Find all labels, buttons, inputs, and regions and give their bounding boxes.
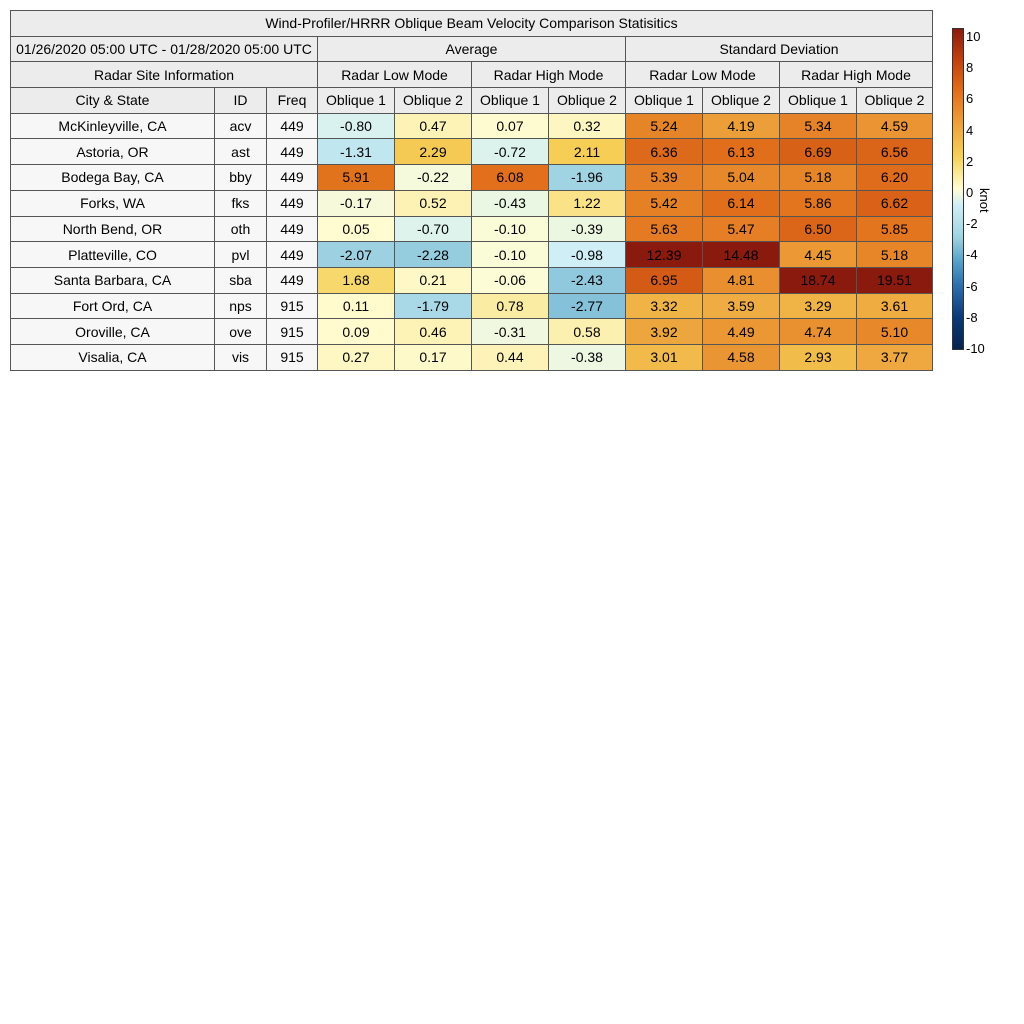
average-value-cell: 0.44 — [472, 344, 549, 370]
std-dev-value-cell: 6.50 — [780, 216, 857, 242]
avg-low-mode-header: Radar Low Mode — [318, 62, 472, 88]
std-dev-value-cell: 5.85 — [857, 216, 933, 242]
site-id-cell: bby — [215, 165, 267, 191]
std-dev-value-cell: 6.13 — [703, 139, 780, 165]
avg-high-mode-header: Radar High Mode — [472, 62, 626, 88]
site-freq-cell: 449 — [267, 216, 318, 242]
average-value-cell: -2.43 — [549, 267, 626, 293]
average-value-cell: -1.31 — [318, 139, 395, 165]
average-value-cell: -2.28 — [395, 242, 472, 268]
std-dev-value-cell: 6.62 — [857, 190, 933, 216]
std-dev-value-cell: 5.10 — [857, 319, 933, 345]
col-header-id: ID — [215, 88, 267, 114]
std-dev-value-cell: 5.34 — [780, 113, 857, 139]
average-value-cell: -0.39 — [549, 216, 626, 242]
site-freq-cell: 449 — [267, 190, 318, 216]
table-row — [11, 319, 933, 345]
average-value-cell: -0.10 — [472, 216, 549, 242]
average-value-cell: 0.52 — [395, 190, 472, 216]
colorbar-tick-label: 8 — [966, 60, 974, 76]
colorbar-tick-label: 10 — [966, 29, 981, 44]
std-dev-value-cell: 5.39 — [626, 165, 703, 191]
col-header-city: City & State — [11, 88, 215, 114]
average-value-cell: -0.06 — [472, 267, 549, 293]
site-city-cell: Santa Barbara, CA — [11, 267, 215, 293]
average-value-cell: -1.96 — [549, 165, 626, 191]
site-freq-cell: 915 — [267, 344, 318, 370]
std-dev-value-cell: 5.42 — [626, 190, 703, 216]
std-dev-value-cell: 4.74 — [780, 319, 857, 345]
site-id-cell: oth — [215, 216, 267, 242]
std-dev-value-cell: 6.56 — [857, 139, 933, 165]
table-row — [11, 113, 933, 139]
site-city-cell: Visalia, CA — [11, 344, 215, 370]
colorbar-unit-label: knot — [977, 188, 992, 213]
site-city-cell: Astoria, OR — [11, 139, 215, 165]
std-dev-value-cell: 6.36 — [626, 139, 703, 165]
site-freq-cell: 449 — [267, 113, 318, 139]
average-value-cell: 6.08 — [472, 165, 549, 191]
table-row — [11, 216, 933, 242]
average-value-cell: -2.07 — [318, 242, 395, 268]
table-row — [11, 267, 933, 293]
std-dev-value-cell: 3.01 — [626, 344, 703, 370]
colorbar-tick-label: -8 — [966, 309, 978, 325]
col-header-std-low-oblique-1: Oblique 1 — [626, 88, 703, 114]
std-dev-value-cell: 4.19 — [703, 113, 780, 139]
std-dev-value-cell: 4.59 — [857, 113, 933, 139]
std-dev-value-cell: 3.92 — [626, 319, 703, 345]
std-dev-value-cell: 18.74 — [780, 267, 857, 293]
colorbar-tick-label: 2 — [966, 153, 974, 169]
colorbar-tick-label: 6 — [966, 91, 974, 107]
average-value-cell: -0.80 — [318, 113, 395, 139]
site-id-cell: acv — [215, 113, 267, 139]
std-dev-value-cell: 5.18 — [857, 242, 933, 268]
std-dev-value-cell: 12.39 — [626, 242, 703, 268]
site-id-cell: pvl — [215, 242, 267, 268]
std-high-mode-header: Radar High Mode — [780, 62, 933, 88]
average-value-cell: -0.38 — [549, 344, 626, 370]
colorbar — [952, 28, 964, 350]
average-value-cell: 5.91 — [318, 165, 395, 191]
average-value-cell: 2.11 — [549, 139, 626, 165]
std-dev-value-cell: 4.45 — [780, 242, 857, 268]
std-dev-value-cell: 19.51 — [857, 267, 933, 293]
std-dev-value-cell: 5.47 — [703, 216, 780, 242]
col-header-std-low-oblique-2: Oblique 2 — [703, 88, 780, 114]
average-value-cell: 0.78 — [472, 293, 549, 319]
site-id-cell: fks — [215, 190, 267, 216]
std-dev-value-cell: 6.20 — [857, 165, 933, 191]
colorbar-tick-label: -2 — [966, 216, 978, 232]
site-freq-cell: 449 — [267, 267, 318, 293]
average-value-cell: -0.31 — [472, 319, 549, 345]
average-value-cell: 1.22 — [549, 190, 626, 216]
site-id-cell: ove — [215, 319, 267, 345]
average-value-cell: 0.07 — [472, 113, 549, 139]
average-value-cell: 0.09 — [318, 319, 395, 345]
average-value-cell: 0.17 — [395, 344, 472, 370]
std-dev-value-cell: 5.86 — [780, 190, 857, 216]
site-city-cell: Forks, WA — [11, 190, 215, 216]
std-dev-header: Standard Deviation — [626, 36, 933, 62]
std-dev-value-cell: 3.29 — [780, 293, 857, 319]
average-value-cell: -0.72 — [472, 139, 549, 165]
site-freq-cell: 915 — [267, 319, 318, 345]
site-freq-cell: 449 — [267, 165, 318, 191]
average-value-cell: 0.05 — [318, 216, 395, 242]
std-dev-value-cell: 6.69 — [780, 139, 857, 165]
colorbar-tick-label: -6 — [966, 278, 978, 294]
stats-table — [10, 10, 933, 371]
average-value-cell: -0.43 — [472, 190, 549, 216]
colorbar-tick-label: -10 — [966, 341, 985, 356]
std-dev-value-cell: 2.93 — [780, 344, 857, 370]
std-dev-value-cell: 5.24 — [626, 113, 703, 139]
site-city-cell: McKinleyville, CA — [11, 113, 215, 139]
average-value-cell: 0.11 — [318, 293, 395, 319]
col-header-std-high-oblique-2: Oblique 2 — [857, 88, 933, 114]
table-row — [11, 165, 933, 191]
average-value-cell: -0.70 — [395, 216, 472, 242]
average-value-cell: -0.10 — [472, 242, 549, 268]
average-value-cell: 0.46 — [395, 319, 472, 345]
std-dev-value-cell: 5.18 — [780, 165, 857, 191]
site-city-cell: Platteville, CO — [11, 242, 215, 268]
std-dev-value-cell: 5.63 — [626, 216, 703, 242]
average-value-cell: -0.22 — [395, 165, 472, 191]
site-id-cell: sba — [215, 267, 267, 293]
std-dev-value-cell: 4.49 — [703, 319, 780, 345]
colorbar-tick-label: -4 — [966, 247, 978, 263]
site-city-cell: Fort Ord, CA — [11, 293, 215, 319]
std-dev-value-cell: 6.14 — [703, 190, 780, 216]
average-value-cell: -2.77 — [549, 293, 626, 319]
site-city-cell: Bodega Bay, CA — [11, 165, 215, 191]
std-dev-value-cell: 3.61 — [857, 293, 933, 319]
average-header: Average — [318, 36, 626, 62]
std-dev-value-cell: 4.81 — [703, 267, 780, 293]
col-header-avg-low-oblique-2: Oblique 2 — [395, 88, 472, 114]
table-row — [11, 242, 933, 268]
table-row — [11, 293, 933, 319]
site-freq-cell: 449 — [267, 242, 318, 268]
site-city-cell: Oroville, CA — [11, 319, 215, 345]
average-value-cell: 0.27 — [318, 344, 395, 370]
average-value-cell: 0.32 — [549, 113, 626, 139]
std-dev-value-cell: 5.04 — [703, 165, 780, 191]
std-dev-value-cell: 6.95 — [626, 267, 703, 293]
colorbar-tick-label: 0 — [966, 185, 974, 200]
col-header-std-high-oblique-1: Oblique 1 — [780, 88, 857, 114]
average-value-cell: -0.98 — [549, 242, 626, 268]
average-value-cell: 0.21 — [395, 267, 472, 293]
std-dev-value-cell: 3.59 — [703, 293, 780, 319]
table-row — [11, 344, 933, 370]
average-value-cell: -0.17 — [318, 190, 395, 216]
average-value-cell: -1.79 — [395, 293, 472, 319]
col-header-avg-high-oblique-2: Oblique 2 — [549, 88, 626, 114]
colorbar-tick-label: 4 — [966, 122, 974, 138]
col-header-avg-high-oblique-1: Oblique 1 — [472, 88, 549, 114]
average-value-cell: 0.47 — [395, 113, 472, 139]
average-value-cell: 1.68 — [318, 267, 395, 293]
table-row — [11, 190, 933, 216]
site-id-cell: vis — [215, 344, 267, 370]
site-info-header: Radar Site Information — [11, 62, 318, 88]
period-label: 01/26/2020 05:00 UTC - 01/28/2020 05:00 UTC — [11, 36, 318, 62]
col-header-freq: Freq — [267, 88, 318, 114]
average-value-cell: 0.58 — [549, 319, 626, 345]
table-title: Wind-Profiler/HRRR Oblique Beam Velocity Comparison Statisitics — [11, 11, 933, 37]
site-freq-cell: 915 — [267, 293, 318, 319]
site-id-cell: ast — [215, 139, 267, 165]
std-low-mode-header: Radar Low Mode — [626, 62, 780, 88]
site-id-cell: nps — [215, 293, 267, 319]
site-freq-cell: 449 — [267, 139, 318, 165]
std-dev-value-cell: 3.77 — [857, 344, 933, 370]
std-dev-value-cell: 14.48 — [703, 242, 780, 268]
site-city-cell: North Bend, OR — [11, 216, 215, 242]
table-row — [11, 139, 933, 165]
col-header-avg-low-oblique-1: Oblique 1 — [318, 88, 395, 114]
std-dev-value-cell: 3.32 — [626, 293, 703, 319]
average-value-cell: 2.29 — [395, 139, 472, 165]
std-dev-value-cell: 4.58 — [703, 344, 780, 370]
